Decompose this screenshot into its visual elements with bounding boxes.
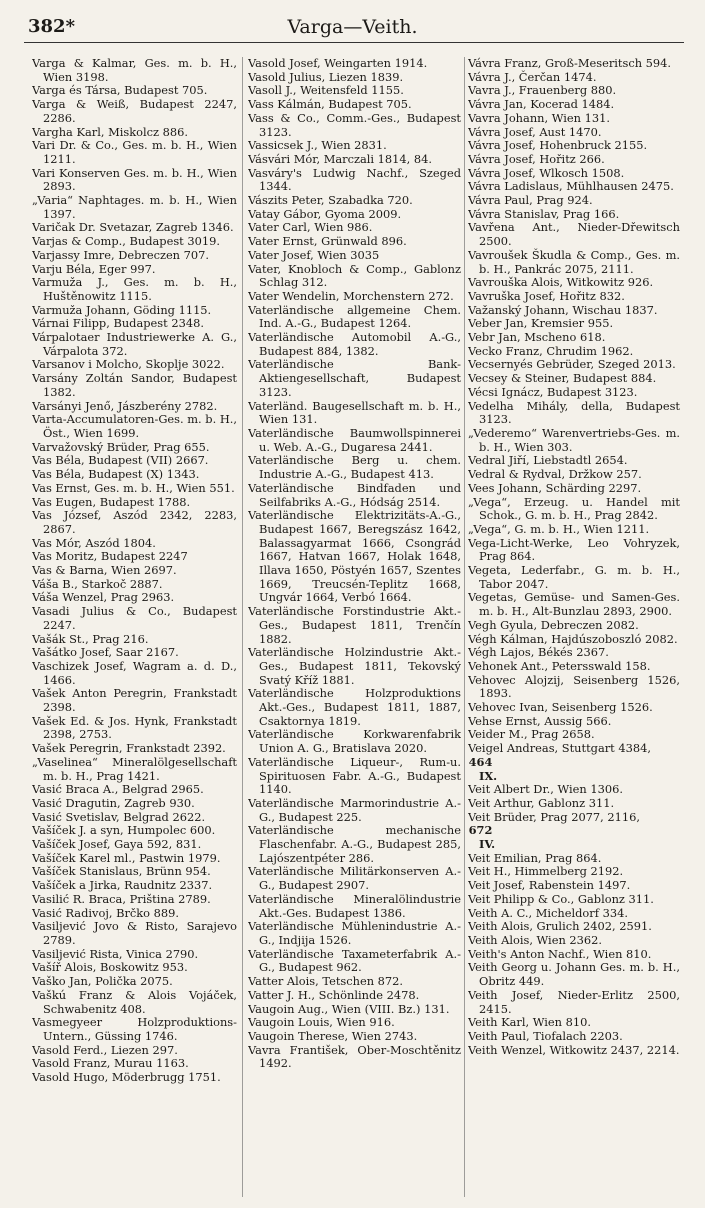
directory-entry: Vehse Ernst, Aussig 566. — [468, 713, 612, 728]
directory-entry: Varičak Dr. Svetazar, Zagreb 1346. — [32, 220, 234, 235]
directory-entry: Vasmegyeer Holzproduktions-Untern., Güssing 1746. — [32, 1015, 237, 1043]
directory-entry: Veith Alois, Wien 2362. — [468, 933, 603, 947]
directory-entry: Vas Béla, Budapest (VII) 2667. — [32, 453, 209, 468]
directory-entry: Vaterländische Elektrizitäts-A.-G., Budapest 1667, Beregszász 1642, Balassagyarmat 1666, Csongrád 1667, Hatvan 1667, Holak 1648, Illava 1650, Pöstyén 1657, Szentes 1669, Treucsén-Teplitz 1668, Ungvár 1664, Verbó 1664. — [248, 508, 461, 605]
directory-entry: Veith's Anton Nachf., Wien 810. — [468, 946, 652, 961]
directory-entry: Vašátko Josef, Saar 2167. — [32, 645, 179, 660]
directory-entry: Vaterländische Militärkonserven A.-G., Budapest 2907. — [248, 864, 461, 893]
directory-entry: Vaterländische allgemeine Chem. Ind. A.-G., Budapest 1264. — [248, 302, 461, 331]
directory-entry: Veber Jan, Kremsier 955. — [468, 316, 614, 331]
column-1 — [32, 57, 237, 1197]
directory-entry: Váša Wenzel, Prag 2963. — [32, 590, 175, 605]
directory-entry: Vašíček a Jirka, Raudnitz 2337. — [32, 878, 213, 893]
directory-entry: 464 IX. — [468, 754, 498, 783]
directory-entry: Vávra Josef, Hohenbruck 2155. — [468, 138, 648, 153]
directory-entry: Vavřena Ant., Nieder-Dřewitsch 2500. — [468, 220, 680, 249]
directory-entry: Vari Konserven Ges. m. b. H., Wien 2893. — [32, 165, 237, 194]
directory-entry: Vasić Braca A., Belgrad 2965. — [32, 782, 204, 797]
directory-entry: Vasiljević Jovo & Risto, Sarajevo 2789. — [32, 919, 237, 947]
directory-entry: Vávra Josef, Hořitz 266. — [468, 151, 605, 166]
column-divider — [464, 57, 465, 1197]
directory-entry: Vas Eugen, Budapest 1788. — [32, 494, 191, 509]
directory-entry: Vavra Johann, Wien 131. — [468, 110, 610, 125]
directory-entry: Vaugoin Louis, Wien 916. — [248, 1015, 395, 1030]
directory-entry: Vaterländische mechanische Flaschenfabr. A.-G., Budapest 285, Lajószentpéter 286. — [248, 823, 461, 865]
directory-entry: Veith Karl, Wien 810. — [468, 1015, 591, 1030]
directory-entry: Vecko Franz, Chrudim 1962. — [468, 343, 634, 358]
directory-entry: Vašíř Alois, Boskowitz 953. — [32, 960, 188, 975]
directory-entry: Vávra Franz, Groß-Meseritsch 594. — [468, 57, 672, 70]
directory-entry: Veith Alois, Grulich 2402, 2591. — [468, 919, 652, 934]
directory-entry: Vega-Licht-Werke, Leo Vohryzek, Prag 864. — [468, 535, 680, 564]
directory-entry: Vaterländische Holzindustrie Akt.-Ges., Budapest 1811, Tekovský Svatý Kříž 1881. — [248, 645, 461, 687]
directory-entry: Vaterländische Berg u. chem. Industrie A.-G., Budapest 413. — [248, 453, 461, 482]
directory-entry: Végh Kálman, Hajdúszoboszló 2082. — [468, 631, 678, 646]
directory-entry: Veith Paul, Tiofalach 2203. — [468, 1028, 623, 1043]
directory-entry: Várnai Filipp, Budapest 2348. — [32, 316, 204, 331]
directory-entry: Vavra František, Ober-Moschtěnitz 1492. — [248, 1042, 461, 1071]
directory-entry: Vater Carl, Wien 986. — [248, 220, 373, 235]
directory-entry: Vass & Co., Comm.-Ges., Budapest 3123. — [248, 110, 461, 139]
directory-entry: Vater Ernst, Grünwald 896. — [248, 234, 407, 249]
directory-entry: „Vega“, G. m. b. H., Wien 1211. — [468, 521, 650, 536]
directory-entry: Vedral & Rydval, Držkow 257. — [468, 467, 642, 482]
directory-entry: Vari Dr. & Co., Ges. m. b. H., Wien 1211. — [32, 138, 237, 166]
directory-entry: Veit Arthur, Gablonz 311. — [468, 795, 615, 810]
directory-entry: Vávra Ladislaus, Mühlhausen 2475. — [468, 179, 674, 194]
directory-entry: Vasváry's Ludwig Nachf., Szeged 1344. — [248, 165, 461, 194]
directory-entry: Vasold Ferd., Liezen 297. — [32, 1042, 178, 1057]
directory-entry: Vargha Karl, Miskolcz 886. — [32, 124, 189, 139]
directory-entry: Vasoll J., Weitensfeld 1155. — [248, 83, 404, 98]
directory-entry: Vašek Anton Peregrin, Frankstadt 2398. — [32, 686, 237, 715]
running-head: Varga—Veith. — [287, 16, 418, 38]
directory-entry: Vaterländ. Baugesellschaft m. b. H., Wien 131. — [248, 398, 461, 427]
directory-entry: Vávra Stanislav, Prag 166. — [468, 206, 620, 221]
directory-entry: Vater Wendelin, Morchenstern 272. — [248, 288, 454, 303]
directory-entry: Vávra Jan, Kocerad 1484. — [468, 97, 615, 112]
directory-entry: Vašíček Stanislaus, Brünn 954. — [32, 864, 211, 879]
directory-entry: Vecsernyés Gebrüder, Szeged 2013. — [468, 357, 676, 372]
directory-entry: Vaterländische Marmorindustrie A.-G., Budapest 225. — [248, 795, 461, 824]
directory-entry: Vas & Barna, Wien 2697. — [32, 563, 177, 578]
directory-entry: Vávra Josef, Aust 1470. — [468, 124, 602, 139]
directory-entry: Vasadi Julius & Co., Budapest 2247. — [32, 604, 237, 632]
directory-entry: Vasold Julius, Liezen 1839. — [248, 69, 404, 84]
directory-entry: Veith Wenzel, Witkowitz 2437, 2214. — [468, 1042, 680, 1057]
directory-entry: Vatay Gábor, Gyoma 2009. — [248, 206, 402, 221]
directory-entry: Veit Albert Dr., Wien 1306. — [468, 782, 623, 797]
directory-entry: Végh Lajos, Békés 2367. — [468, 645, 609, 660]
directory-entry: Varga & Kalmar, Ges. m. b. H., Wien 3198. — [32, 57, 237, 84]
directory-entry: Vasić Svetislav, Belgrad 2622. — [32, 809, 206, 824]
directory-entry: Vašek Peregrin, Frankstadt 2392. — [32, 741, 226, 756]
directory-entry: Vaško Jan, Polička 2075. — [32, 974, 173, 989]
directory-entry: Vašek Ed. & Jos. Hynk, Frankstadt 2398, 2753. — [32, 713, 237, 742]
directory-entry: Varvažovský Brüder, Prag 655. — [32, 439, 210, 454]
directory-entry: Vavra J., Frauenberg 880. — [468, 83, 617, 98]
directory-entry: Varjas & Comp., Budapest 3019. — [32, 234, 220, 249]
directory-entry: Vasold Josef, Weingarten 1914. — [248, 57, 428, 70]
directory-entry: Vaterländische Bindfaden und Seilfabriks A.-G., Hódság 2514. — [248, 480, 461, 509]
directory-entry: Varsanov i Molcho, Skoplje 3022. — [32, 357, 225, 372]
header-rule — [24, 42, 684, 43]
directory-entry: Veigel Andreas, Stuttgart 4384, — [468, 741, 651, 756]
directory-entry: Veit Philipp & Co., Gablonz 311. — [468, 891, 654, 906]
directory-entry: Varsány Zoltán Sandor, Budapest 1382. — [32, 371, 237, 399]
directory-entry: Vaterländische Taxameterfabrik A.-G., Budapest 962. — [248, 946, 461, 975]
directory-entry: Vedelha Mihály, della, Budapest 3123. — [468, 398, 680, 427]
directory-entry: Vašíček Josef, Gaya 592, 831. — [32, 837, 202, 852]
directory-entry: Vavrouška Alois, Witkowitz 926. — [468, 275, 654, 290]
directory-entry: Vaterländische Liqueur-, Rum-u. Spirituosen Fabr. A.-G., Budapest 1140. — [248, 754, 461, 797]
directory-entry: Vasold Hugo, Möderbrugg 1751. — [32, 1070, 221, 1085]
directory-entry: Vecsey & Steiner, Budapest 884. — [468, 371, 657, 386]
directory-entry: Veith A. C., Micheldorf 334. — [468, 905, 628, 920]
directory-entry: Vaterländische Baumwollspinnerei u. Web. A.-G., Dugaresa 2441. — [248, 425, 461, 454]
directory-entry: Vaterländische Mineralölindustrie Akt.-Ges. Budapest 1386. — [248, 891, 461, 920]
directory-entry: Veit Josef, Rabenstein 1497. — [468, 878, 631, 893]
directory-entry: Vaugoin Therese, Wien 2743. — [248, 1028, 418, 1043]
directory-entry: Vasilić R. Braca, Priština 2789. — [32, 891, 211, 906]
page-number: 382* — [28, 16, 75, 37]
directory-entry: Váša B., Starkoč 2887. — [32, 576, 163, 591]
directory-entry: Vedral Jiří, Liebstadtl 2654. — [468, 453, 628, 468]
directory-entry: Vaugoin Aug., Wien (VIII. Bz.) 131. — [248, 1001, 450, 1016]
directory-entry: Vas Mór, Aszód 1804. — [32, 535, 156, 550]
directory-entry: Varta-Accumulatoren-Ges. m. b. H., Öst., Wien 1699. — [32, 412, 237, 440]
directory-entry: Vávra J., Čerčan 1474. — [468, 69, 597, 84]
directory-entry: Vaterländische Korkwarenfabrik Union A. G., Bratislava 2020. — [248, 727, 461, 756]
column-3 — [468, 57, 680, 1197]
directory-entry: Vávra Josef, Wlkosch 1508. — [468, 165, 625, 180]
column-divider — [242, 57, 243, 1197]
directory-entry: Važanský Johann, Wischau 1837. — [468, 302, 658, 317]
directory-entry: Vehovec Alojzij, Seisenberg 1526, 1893. — [468, 672, 680, 701]
directory-entry: Vaterländische Bank-Aktiengesellschaft, Budapest 3123. — [248, 357, 461, 399]
directory-entry: Vas József, Aszód 2342, 2283, 2867. — [32, 508, 237, 536]
directory-entry: Vasold Franz, Murau 1163. — [32, 1056, 189, 1071]
directory-entry: Vaškú Franz & Alois Vojáček, Schwabenitz 408. — [32, 987, 237, 1016]
directory-entry: „Vaselinea“ Mineralölgesellschaft m. b. H., Prag 1421. — [32, 754, 237, 783]
directory-entry: Vászits Peter, Szabadka 720. — [248, 193, 413, 208]
directory-entry: Vasić Radivoj, Brčko 889. — [32, 905, 180, 920]
directory-entry: Vegetas, Gemüse- und Samen-Ges. m. b. H., Alt-Bunzlau 2893, 2900. — [468, 590, 680, 619]
directory-entry: Varmuža Johann, Göding 1115. — [32, 302, 212, 317]
directory-entry: Vater Josef, Wien 3035 — [248, 247, 380, 262]
directory-entry: „Vega“, Erzeug. u. Handel mit Schok., G. m. b. H., Prag 2842. — [468, 494, 680, 523]
directory-entry: Varga és Társa, Budapest 705. — [32, 83, 208, 98]
directory-entry: Varmuža J., Ges. m. b. H., Huštěnowitz 1115. — [32, 275, 237, 303]
directory-entry: Vegh Gyula, Debreczen 2082. — [468, 617, 639, 632]
directory-entry: Veith Josef, Nieder-Erlitz 2500, 2415. — [468, 987, 680, 1016]
directory-entry: Vas Ernst, Ges. m. b. H., Wien 551. — [32, 480, 235, 495]
directory-entry: Vaterländische Holzproduktions Akt.-Ges., Budapest 1811, 1887, Csaktornya 1819. — [248, 686, 461, 728]
directory-entry: Vásvári Mór, Marczali 1814, 84. — [248, 151, 433, 166]
directory-entry: Veith Georg u. Johann Ges. m. b. H., Obritz 449. — [468, 960, 680, 989]
directory-entry: „Vederemo“ Warenvertriebs-Ges. m. b. H., Wien 303. — [468, 425, 680, 454]
directory-entry: Vavroušek Škudla & Comp., Ges. m. b. H., Pankrác 2075, 2111. — [468, 247, 680, 276]
directory-entry: Vaschizek Josef, Wagram a. d. D., 1466. — [32, 658, 237, 687]
directory-entry: Veit H., Himmelberg 2192. — [468, 864, 624, 879]
directory-entry: Varju Béla, Eger 997. — [32, 261, 156, 276]
page-header — [0, 10, 705, 40]
directory-entry: 672 IV. — [468, 823, 496, 852]
directory-entry: Vas Moritz, Budapest 2247 — [32, 549, 188, 564]
directory-entry: Vatter J. H., Schönlinde 2478. — [248, 987, 420, 1002]
directory-entry: Vašíček Karel ml., Pastwin 1979. — [32, 850, 221, 865]
directory-entry: Vašák St., Prag 216. — [32, 631, 149, 646]
directory-entry: Vater, Knobloch & Comp., Gablonz Schlag 312. — [248, 261, 461, 290]
directory-entry: Varjassy Imre, Debreczen 707. — [32, 247, 210, 262]
directory-entry: „Varia“ Naphtages. m. b. H., Wien 1397. — [32, 193, 237, 221]
directory-entry: Veit Emilian, Prag 864. — [468, 850, 602, 865]
directory-entry: Varga & Weiß, Budapest 2247, 2286. — [32, 97, 237, 125]
directory-entry: Vehovec Ivan, Seisenberg 1526. — [468, 700, 653, 715]
directory-entry: Vasiljević Rista, Vinica 2790. — [32, 946, 199, 961]
directory-entry: Vegeta, Lederfabr., G. m. b. H., Tabor 2047. — [468, 563, 680, 591]
directory-entry: Vehonek Ant., Petersswald 158. — [468, 658, 651, 673]
directory-entry: Vaterländische Mühlenindustrie A.-G., Indjija 1526. — [248, 919, 461, 947]
directory-entry: Vécsi Ignácz, Budapest 3123. — [468, 384, 638, 399]
directory-entry: Vaterländische Automobil A.-G., Budapest 884, 1382. — [248, 330, 461, 358]
directory-entry: Várpalotaer Industriewerke A. G., Várpalota 372. — [32, 330, 237, 358]
directory-entry: Veit Brüder, Prag 2077, 2116, — [468, 809, 641, 824]
directory-entry: Veider M., Prag 2658. — [468, 727, 595, 742]
directory-entry: Vasić Dragutin, Zagreb 930. — [32, 795, 195, 810]
directory-entry: Vas Béla, Budapest (X) 1343. — [32, 467, 200, 482]
directory-entry: Varsányi Jenő, Jászberény 2782. — [32, 398, 218, 413]
directory-entry: Vassicsek J., Wien 2831. — [248, 138, 387, 153]
directory-entry: Vees Johann, Schärding 2297. — [468, 480, 642, 495]
directory-entry: Vávra Paul, Prag 924. — [468, 193, 593, 208]
directory-entry: Vass Kálmán, Budapest 705. — [248, 97, 412, 112]
column-2 — [248, 57, 461, 1197]
directory-entry: Vebr Jan, Mscheno 618. — [468, 330, 606, 345]
directory-entry: Vavruška Josef, Hořitz 832. — [468, 288, 625, 303]
directory-entry: Vašíček J. a syn, Humpolec 600. — [32, 823, 216, 838]
directory-entry: Vaterländische Forstindustrie Akt.-Ges., Budapest 1811, Trenčín 1882. — [248, 604, 461, 646]
directory-entry: Vatter Alois, Tetschen 872. — [248, 974, 404, 989]
